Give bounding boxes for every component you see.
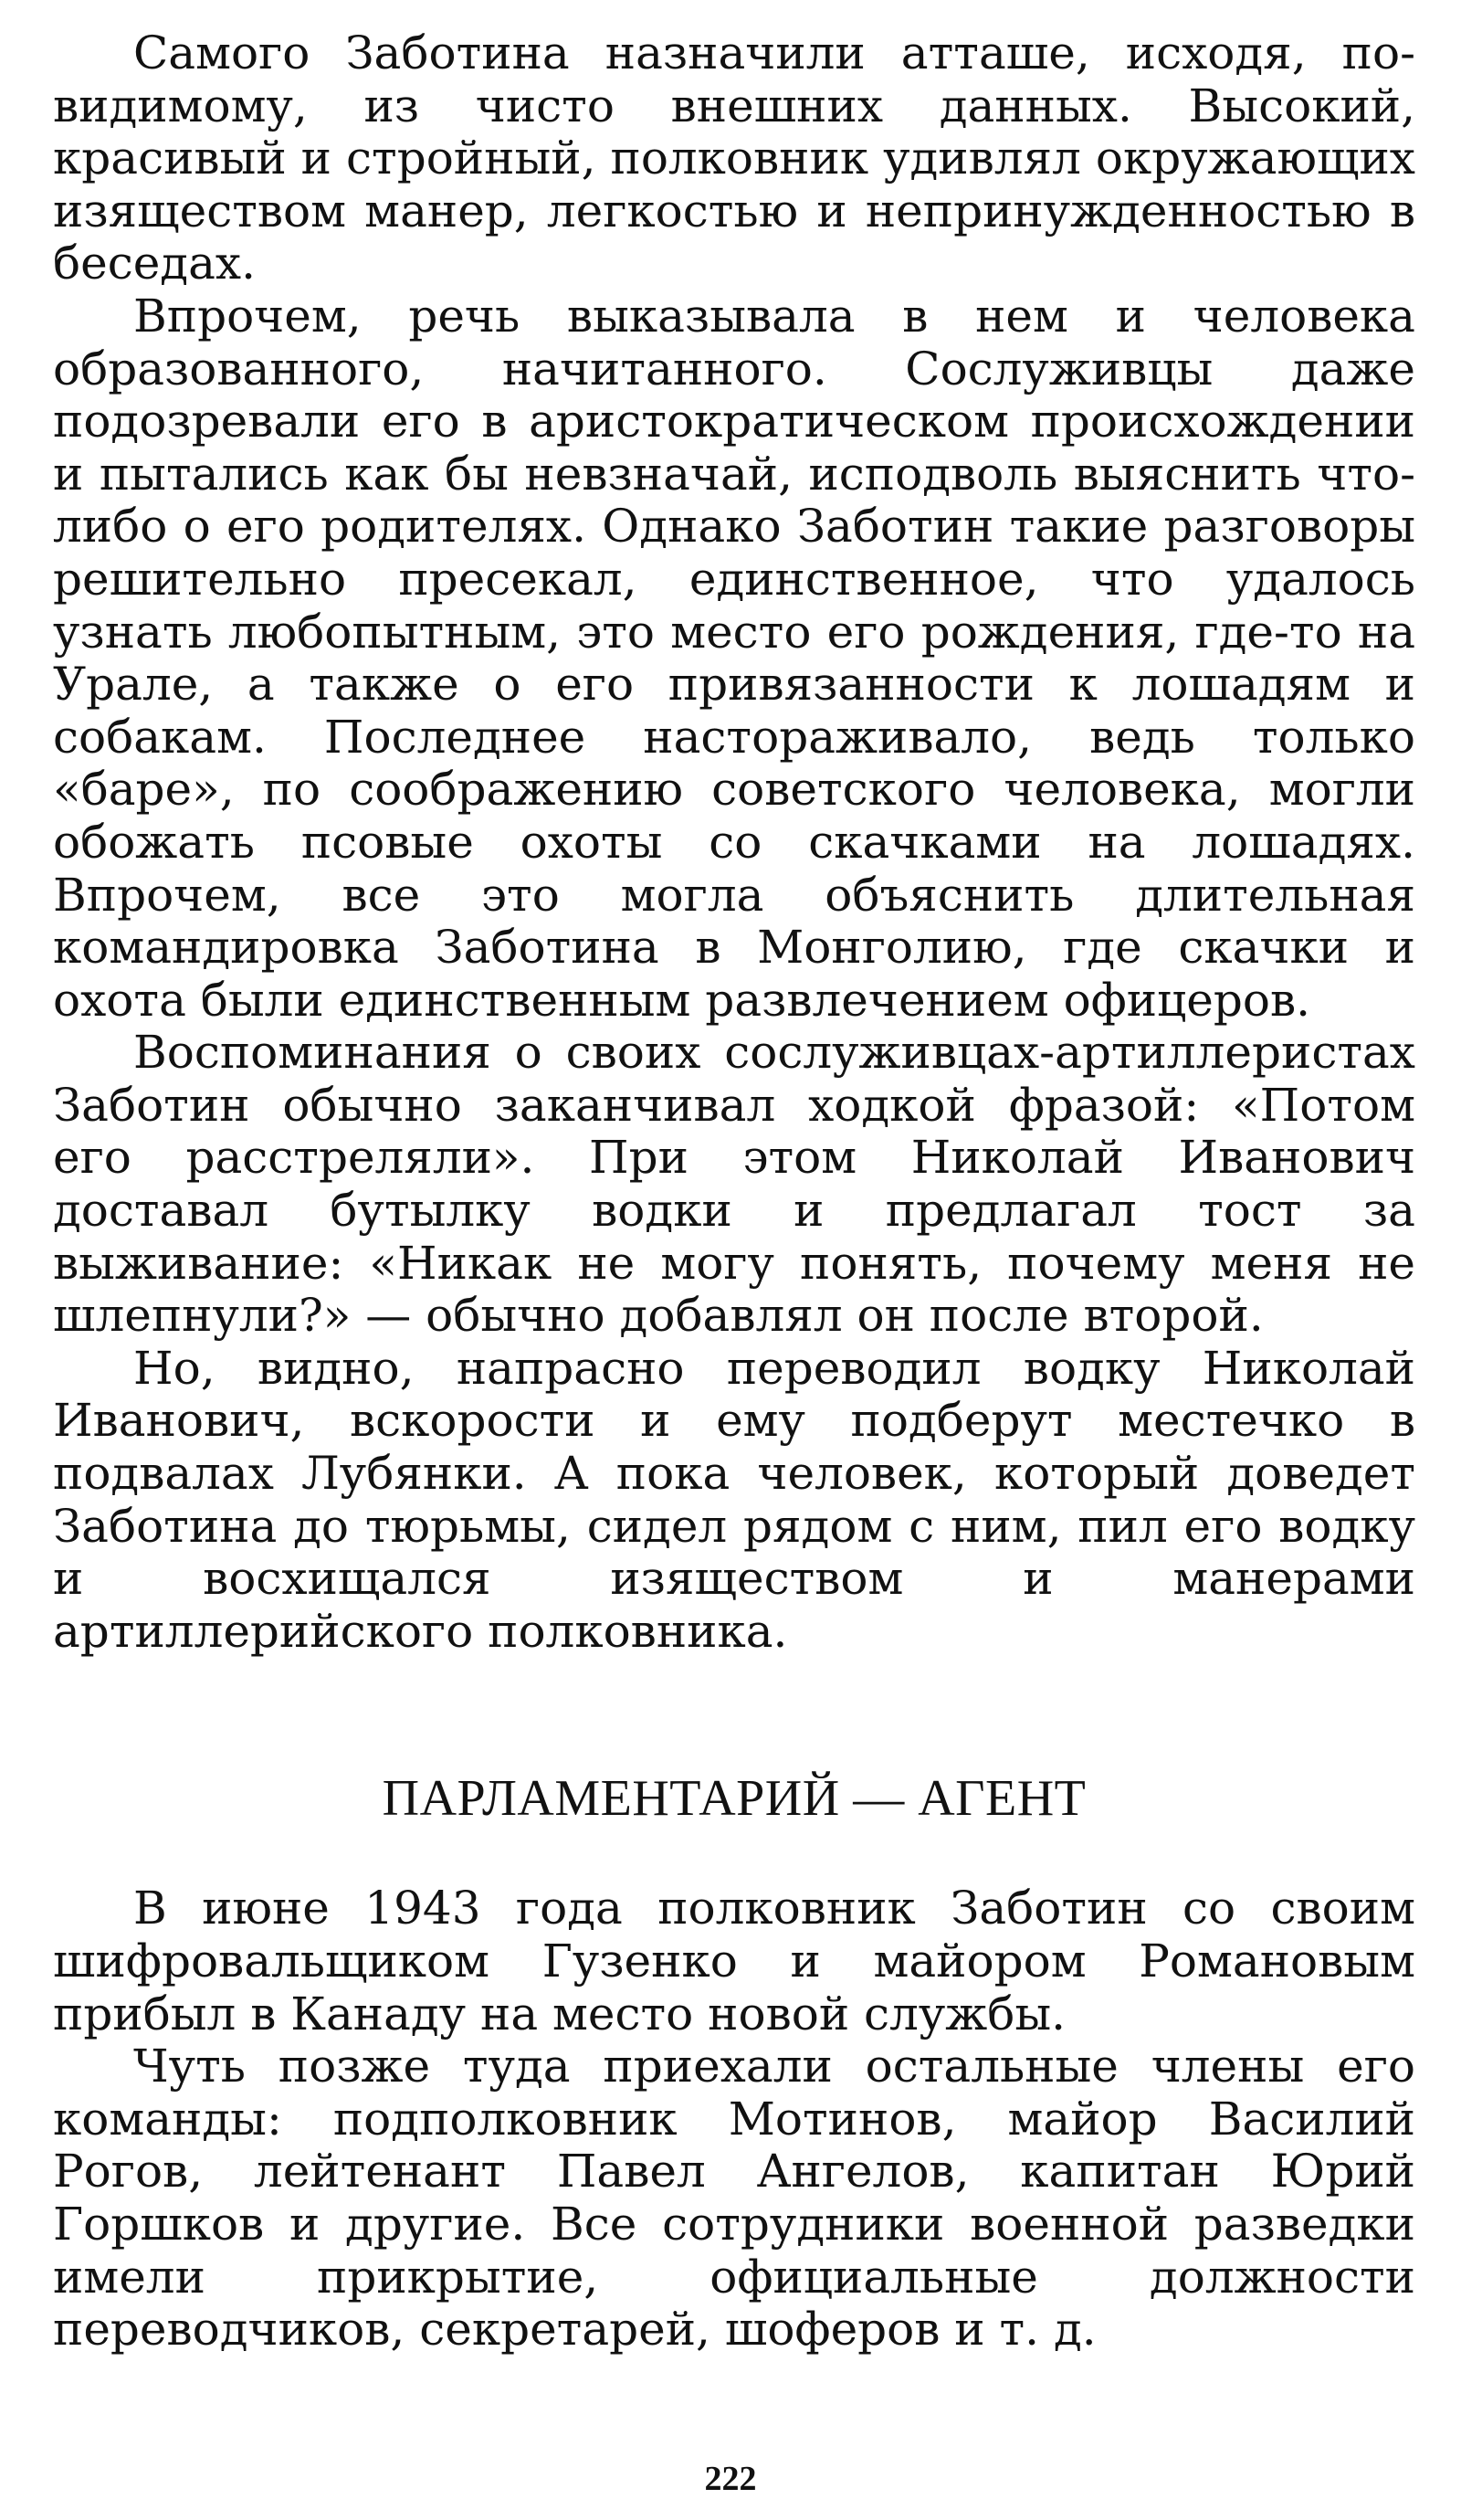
paragraph-1: Самого Заботина назначили атташе, исходя, по-видимому, из чисто внешних данных. Высокий, красивый и стройный, полковник удивлял окружающих изяществом манер, легкостью и непринужденностью в беседах. — [53, 26, 1415, 290]
section-spacer — [53, 1658, 1415, 1769]
paragraph-3: Воспоминания о своих сослуживцах-артиллеристах Заботин обычно заканчивал ходкой фразой: «Потом его расстреляли». При этом Николай Иванович доставал бутылку водки и предлагал тост за выживание: «Никак не могу понять, почему меня не шлепнули?» — обычно добавлял он после второй. — [53, 1026, 1415, 1343]
paragraph-5: В июне 1943 года полковник Заботин со своим шифровальщиком Гузенко и майором Романовым прибыл в Канаду на место новой службы. — [53, 1882, 1415, 2040]
book-page — [53, 27, 1415, 2494]
paragraph-2: Впрочем, речь выказывала в нем и человека образованного, начитанного. Сослуживцы даже подозревали его в аристократическом происхождении и пытались как бы невзначай, исподволь выяснить что-либо о его родителях. Однако Заботин такие разговоры решительно пресекал, единственное, что удалось узнать любопытным, это место его рождения, где-то на Урале, а также о его привязанности к лошадям и собакам. Последнее настораживало, ведь только «баре», по соображению советского человека, могли обожать псовые охоты со скачками на лошадях. Впрочем, все это могла объяснить длительная командировка Заботина в Монголию, где скачки и охота были единственным развлечением офицеров. — [53, 289, 1415, 1027]
section-heading: ПАРЛАМЕНТАРИЙ — АГЕНТ — [382, 1770, 1087, 1828]
page-number: 222 — [704, 2460, 757, 2498]
heading-spacer — [53, 1828, 1415, 1882]
paragraph-4: Но, видно, напрасно переводил водку Николай Иванович, вскорости и ему подберут местечко в подвалах Лубянки. А пока человек, который доведет Заботина до тюрьмы, сидел рядом с ним, пил его водку и восхищался изяществом и манерами артиллерийского полковника. — [53, 1341, 1415, 1658]
paragraph-6: Чуть позже туда приехали остальные члены его команды: подполковник Мотинов, майор Василий Рогов, лейтенант Павел Ангелов, капитан Юрий Горшков и другие. Все сотрудники военной разведки имели прикрытие, официальные должности переводчиков, секретарей, шоферов и т. д. — [53, 2040, 1415, 2357]
